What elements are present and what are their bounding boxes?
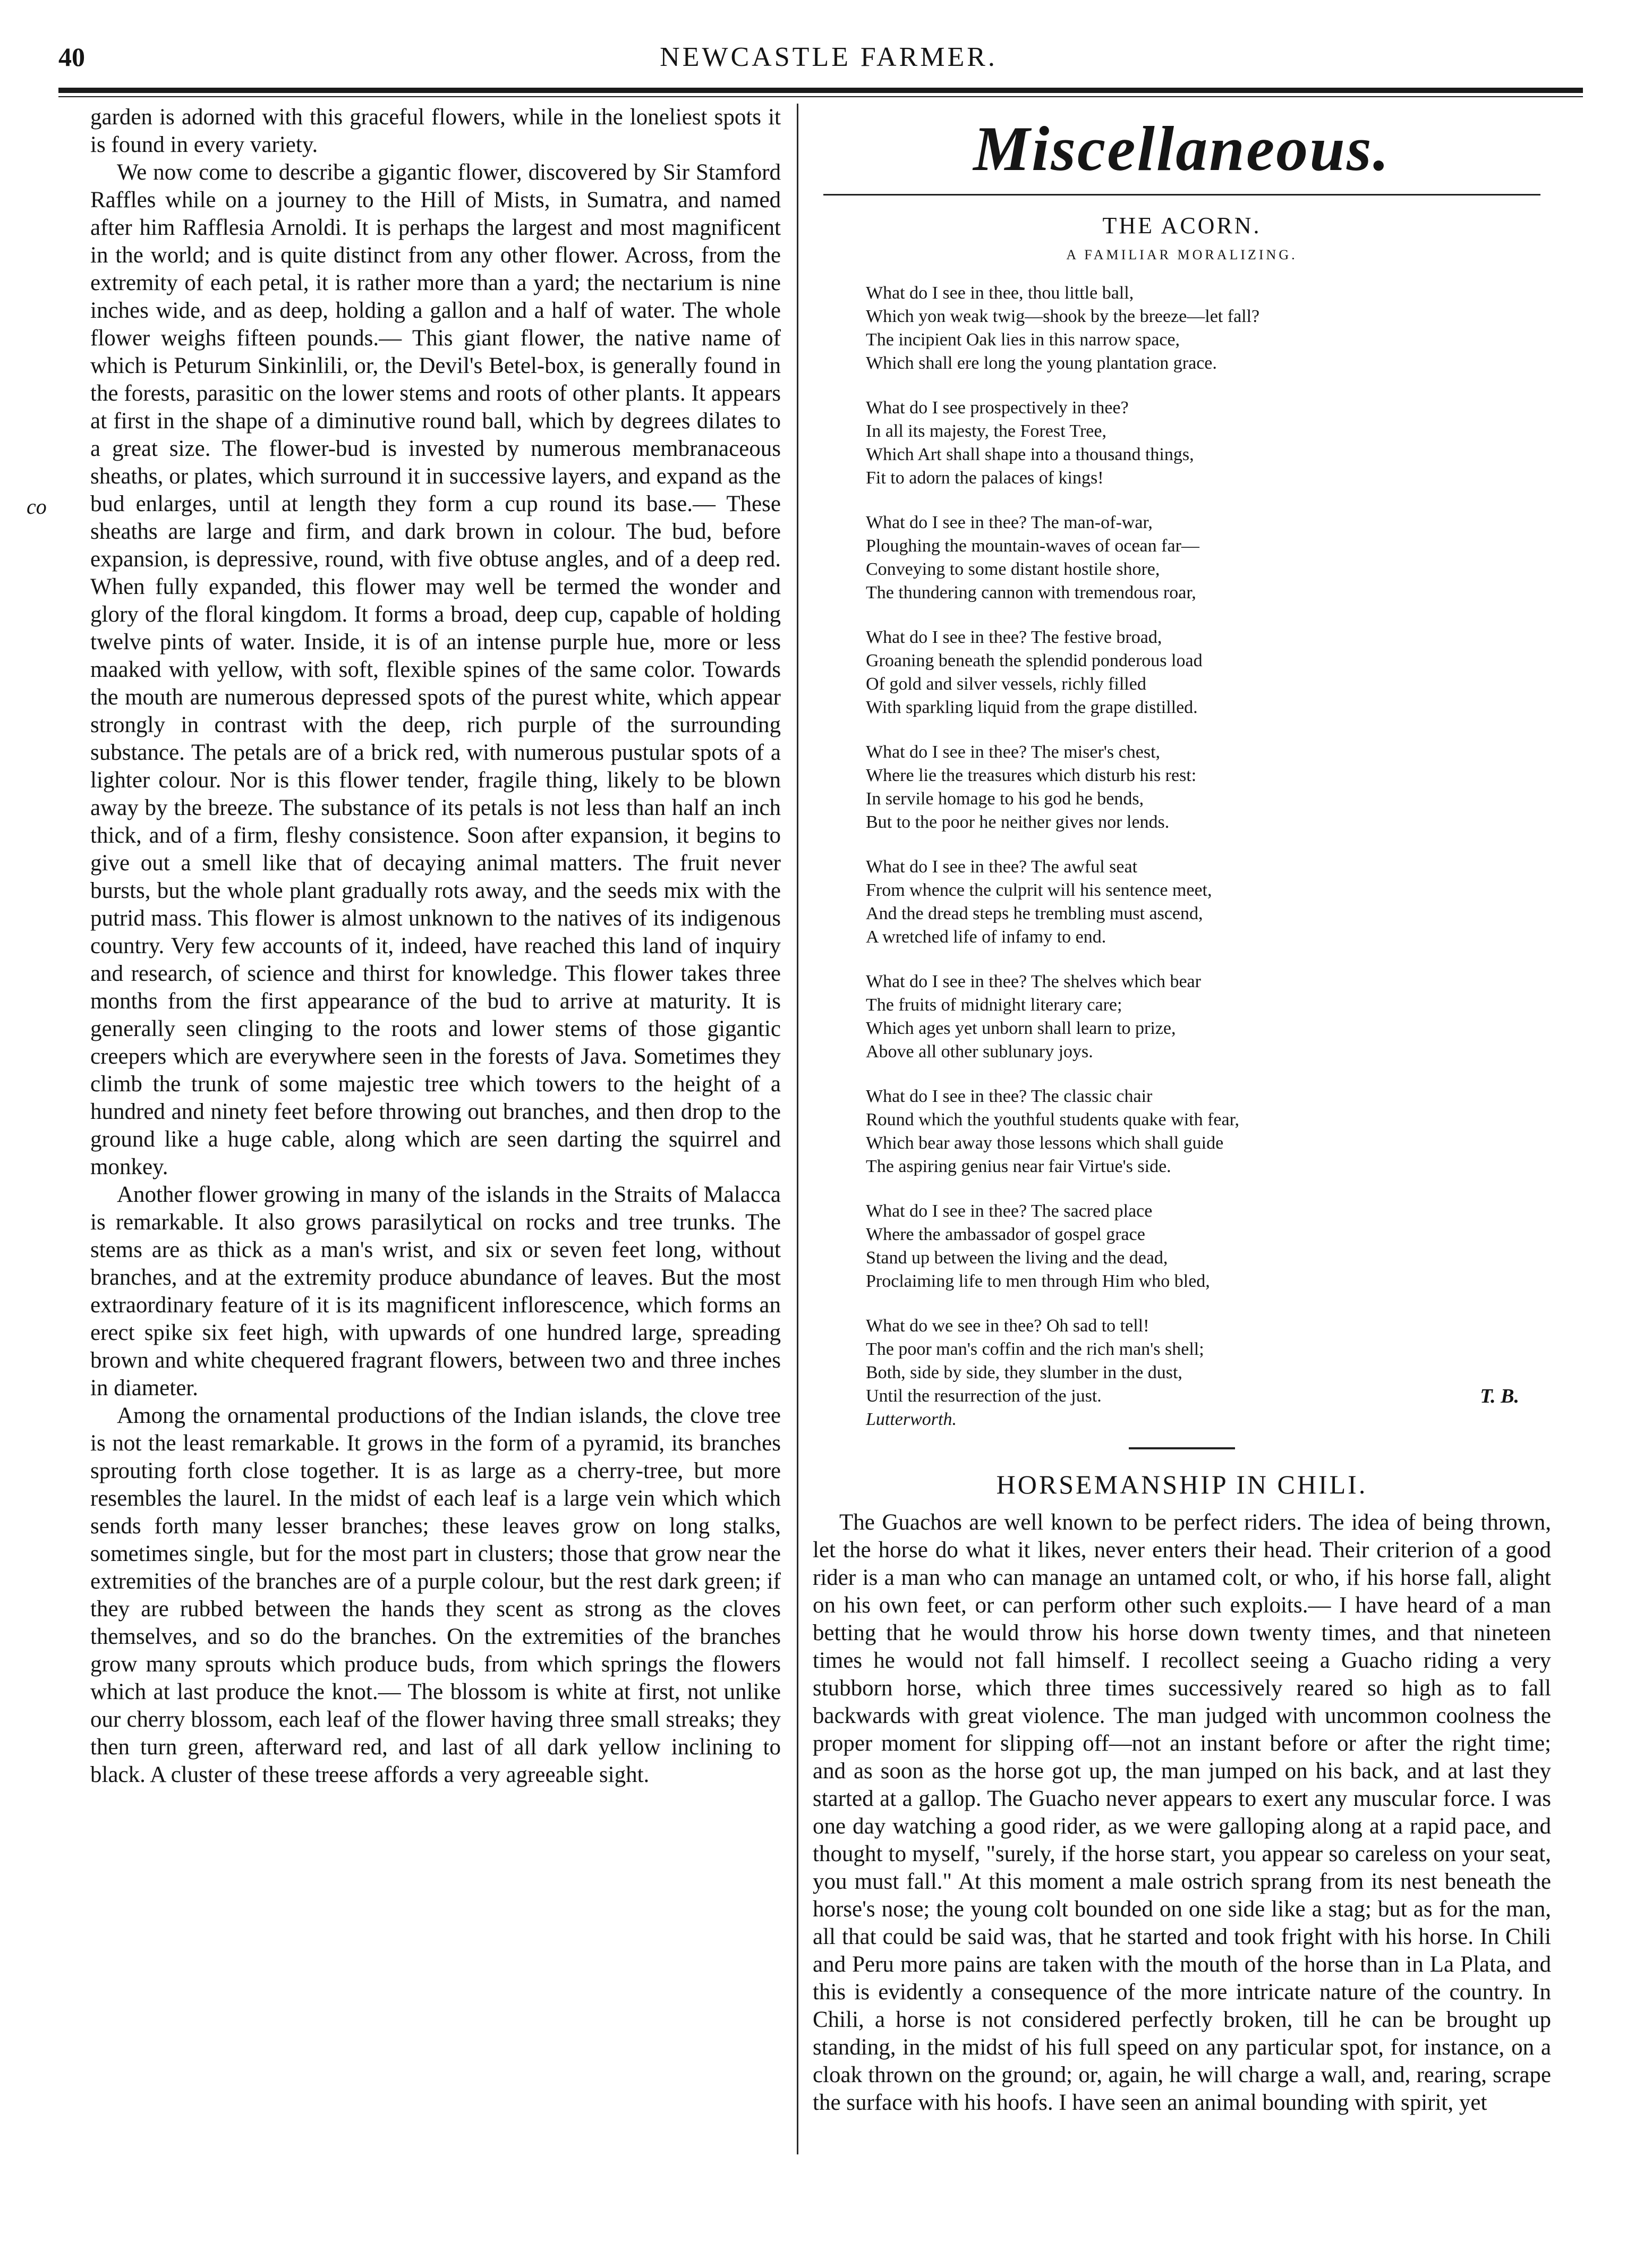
poem-stanza (866, 970, 1551, 1064)
poem-initials: T. B. (1480, 1385, 1519, 1407)
poem-line: Above all other sublunary joys. (866, 1042, 1093, 1062)
poem-line: Which yon weak twig—shook by the breeze—let fall? (866, 307, 1260, 326)
poem-place: Lutterworth. (866, 1410, 957, 1429)
poem-line: What do I see in thee? The awful seat (866, 857, 1138, 877)
poem-stanza (866, 855, 1551, 949)
section-heading-rule (823, 194, 1540, 196)
poem-line: The poor man's coffin and the rich man's shell; (866, 1339, 1204, 1359)
poem-line: And the dread steps he trembling must ascend, (866, 904, 1203, 923)
poem-line: Where lie the treasures which disturb his rest: (866, 766, 1197, 785)
poem-line: A wretched life of infamy to end. (866, 927, 1106, 947)
poem-line: From whence the culprit will his sentence meet, (866, 880, 1212, 900)
right-column (813, 104, 1551, 2117)
poem-line: Conveying to some distant hostile shore, (866, 559, 1160, 579)
paragraph-rafflesia: We now come to describe a gigantic flower, discovered by Sir Stamford Raffles while on a journey to the Hill of Mists, in Sumatra, and named after him Rafflesia Arnoldi. It is perhaps the largest and most magnificent in the world; and is quite distinct from any other flower. Across, from the extremity of each petal, it is rather more than a yard; the nectarium is nine inches wide, and as deep, holding a gallon and a half of water. The whole flower weighs fifteen pounds.— This giant flower, the native name of which is Peturum Sinkinlili, or, the Devil's Betel-box, is generally found in the forests, parasitic on the lower stems and roots of other plants. It appears at first in the shape of a diminutive round ball, which by degrees dilates to a great size. The flower-bud is invested by numerous membranaceous sheaths, or plates, which surround it in successive layers, and expand as the bud enlarges, until at length they form a cup round its base.— These sheaths are large and firm, and dark brown in colour. The bud, before expansion, is depressive, round, with five obtuse angles, and of a deep red. When fully expanded, this flower may well be termed the wonder and glory of the floral kingdom. It forms a broad, deep cup, capable of holding twelve pints of water. Inside, it is of an intense purple hue, more or less maaked with yellow, with soft, flexible spines of the same color. Towards the mouth are numerous depressed spots of the purest white, which appear strongly in contrast with the deep, rich purple of the surrounding substance. The petals are of a brick red, with numerous pustular spots of a lighter colour. Nor is this flower tender, fragile thing, likely to be blown away by the breeze. The substance of its petals is not less than half an inch thick, and of a firm, fleshy consistence. Soon after expansion, it begins to give out a smell like that of decaying animal matters. The fruit never bursts, but the whole plant gradually rots away, and the seeds mix with the putrid mass. This flower is almost unknown to the natives of its indigenous country. Very few accounts of it, indeed, have reached this land of inquiry and research, of science and thirst for knowledge. This flower takes three months from the first appearance of the bud to arrive at maturity. It is generally seen clinging to the roots and lower stems of those gigantic creepers which are everywhere seen in the forests of Java. Sometimes they climb the trunk of some majestic tree which towers to the height of a hundred and ninety feet before throwing out branches, and then drop to the ground like a huge cable, along which are seen darting the squirrel and monkey. (90, 160, 781, 1179)
poem-line: What do I see in thee? The festive broad, (866, 627, 1162, 647)
poem-stanza (866, 1085, 1551, 1178)
poem-stanza (866, 396, 1551, 490)
poem-line: Both, side by side, they slumber in the dust, (866, 1363, 1182, 1382)
poem-line: The thundering cannon with tremendous roar, (866, 583, 1196, 602)
poem-line: What do I see in thee? The man-of-war, (866, 513, 1153, 532)
poem-line: Where the ambassador of gospel grace (866, 1225, 1145, 1244)
poem-line: What do I see in thee? The sacred place (866, 1201, 1153, 1221)
paragraph-continuation: garden is adorned with this graceful flowers, while in the loneliest spots it is found in every variety. (90, 105, 781, 157)
poem-line: What do I see in thee? The miser's chest, (866, 742, 1161, 762)
poem-line: What do I see in thee? The shelves which bear (866, 972, 1201, 991)
poem-line: The fruits of midnight literary care; (866, 995, 1122, 1015)
poem-line: Groaning beneath the splendid ponderous load (866, 651, 1203, 670)
poem-line: Proclaiming life to men through Him who bled, (866, 1271, 1210, 1291)
header-rule-fine (58, 96, 1583, 97)
poem-line: Until the resurrection of the just. (866, 1386, 1102, 1406)
poem-line: Which bear away those lessons which shall guide (866, 1133, 1224, 1153)
poem-line: Ploughing the mountain-waves of ocean far— (866, 536, 1199, 556)
poem-stanza (866, 741, 1551, 834)
poem-line: In servile homage to his god he bends, (866, 789, 1144, 809)
poem-line: Which Art shall shape into a thousand things, (866, 445, 1194, 464)
page-header (58, 37, 1599, 80)
poem-stanza (866, 1200, 1551, 1293)
column-divider (797, 104, 798, 2154)
poem-line: Fit to adorn the palaces of kings! (866, 468, 1104, 488)
margin-note: co (27, 495, 47, 519)
poem-line: Stand up between the living and the dead, (866, 1248, 1168, 1268)
left-column (90, 104, 781, 1789)
paragraph-clove-tree: Among the ornamental productions of the Indian islands, the clove tree is not the least remarkable. It grows in the form of a pyramid, its branches sprouting forth close together. It is as large as a cherry-tree, but more resembles the laurel. In the midst of each leaf is a large vein which which sends forth many lesser branches; these leaves grow on long stalks, sometimes single, but for the most part in clusters; those that grow near the extremities of the branches are of a purple colour, but the rest dark green; if they are rubbed between the hands they scent as strong as the cloves themselves, and so do the branches. On the extremities of the branches grow many sprouts which produce buds, from which springs the flowers which at last produce the knot.— The blossom is white at first, not unlike our cherry blossom, each leaf of the flower having three small streaks; they then turn green, afterward red, and last of all dark yellow inclining to black. A cluster of these treese affords a very agreeable sight. (90, 1403, 781, 1787)
poem-line: What do I see in thee? The classic chair (866, 1086, 1153, 1106)
poem-line: What do we see in thee? Oh sad to tell! (866, 1316, 1149, 1336)
poem-line: In all its majesty, the Forest Tree, (866, 421, 1106, 441)
poem-stanza (866, 282, 1551, 375)
section-heading: Miscellaneous. (973, 113, 1391, 184)
poem-title: THE ACORN. (1102, 213, 1262, 239)
poem-line: Which ages yet unborn shall learn to prize, (866, 1018, 1176, 1038)
poem-line: Of gold and silver vessels, richly filled (866, 674, 1146, 694)
poem-line: But to the poor he neither gives nor lends. (866, 812, 1170, 832)
paragraph-horsemanship: The Guachos are well known to be perfect riders. The idea of being thrown, let the horse do what it likes, never enters their head. Their criterion of a good rider is a man who can manage an untamed colt, or who, if his horse fall, alight on his own feet, or can perform other such exploits.— I have heard of a man betting that he would throw his horse down twenty times, and that nineteen times he would not fall himself. I recollect seeing a Guacho riding a very stubborn horse, which three times successively reared so high as to fall backwards with great violence. The man judged with uncommon coolness the proper moment for slipping off—not an instant before or after the right time; and as soon as the horse got up, the man jumped on his back, and at last they started at a gallop. The Guacho never appears to exert any muscular force. I was one day watching a good rider, as we were galloping along at a rapid pace, and thought to myself, "surely, if the horse start, you appear so careless on your seat, you must fall." At this moment a male ostrich sprang from its nest beneath the horse's nose; the young colt bounded on one side like a stag; but as for the man, all that could be said was, that he started and took fright with his horse. In Chili and Peru more pains are taken with the mouth of the horse than in La Plata, and this is evidently a consequence of the more intricate nature of the country. In Chili, a horse is not considered perfectly broken, till he can be brought up standing, in the midst of his full speed on any particular spot, for instance, on a cloak thrown on the ground; or, again, he will charge a wall, and, rearing, scrape the surface with his hoofs. I have seen an animal bounding with spirit, yet (813, 1510, 1551, 2115)
page-number: 40 (58, 42, 85, 72)
poem-stanza (866, 1314, 1551, 1408)
poem-line: Round which the youthful students quake with fear, (866, 1110, 1240, 1130)
poem-line: Which shall ere long the young plantation grace. (866, 353, 1217, 373)
running-title: NEWCASTLE FARMER. (660, 42, 998, 72)
poem-stanza (866, 626, 1551, 719)
paragraph-malacca-flower: Another flower growing in many of the islands in the Straits of Malacca is remarkable. It also grows parasilytical on rocks and tree trunks. The stems are as thick as a man's wrist, and six or seven feet long, without branches, and at the extremity produce abundance of leaves. But the most extraordinary feature of it is its magnificent inflorescence, which forms an erect spike six feet high, with upwards of one hundred large, spreading brown and white chequered fragrant flowers, between two and three inches in diameter. (90, 1182, 781, 1400)
poem-stanza (866, 511, 1551, 605)
poem-line: With sparkling liquid from the grape distilled. (866, 698, 1198, 717)
article-divider (1129, 1447, 1235, 1449)
poem-subtitle: A FAMILIAR MORALIZING. (1066, 247, 1298, 262)
poem-line: The incipient Oak lies in this narrow space, (866, 330, 1180, 350)
poem-line: What do I see prospectively in thee? (866, 398, 1129, 418)
article-title: HORSEMANSHIP IN CHILI. (996, 1470, 1368, 1499)
poem-line: The aspiring genius near fair Virtue's side. (866, 1157, 1171, 1176)
header-rule (58, 88, 1583, 93)
poem-line: What do I see in thee, thou little ball, (866, 283, 1134, 303)
